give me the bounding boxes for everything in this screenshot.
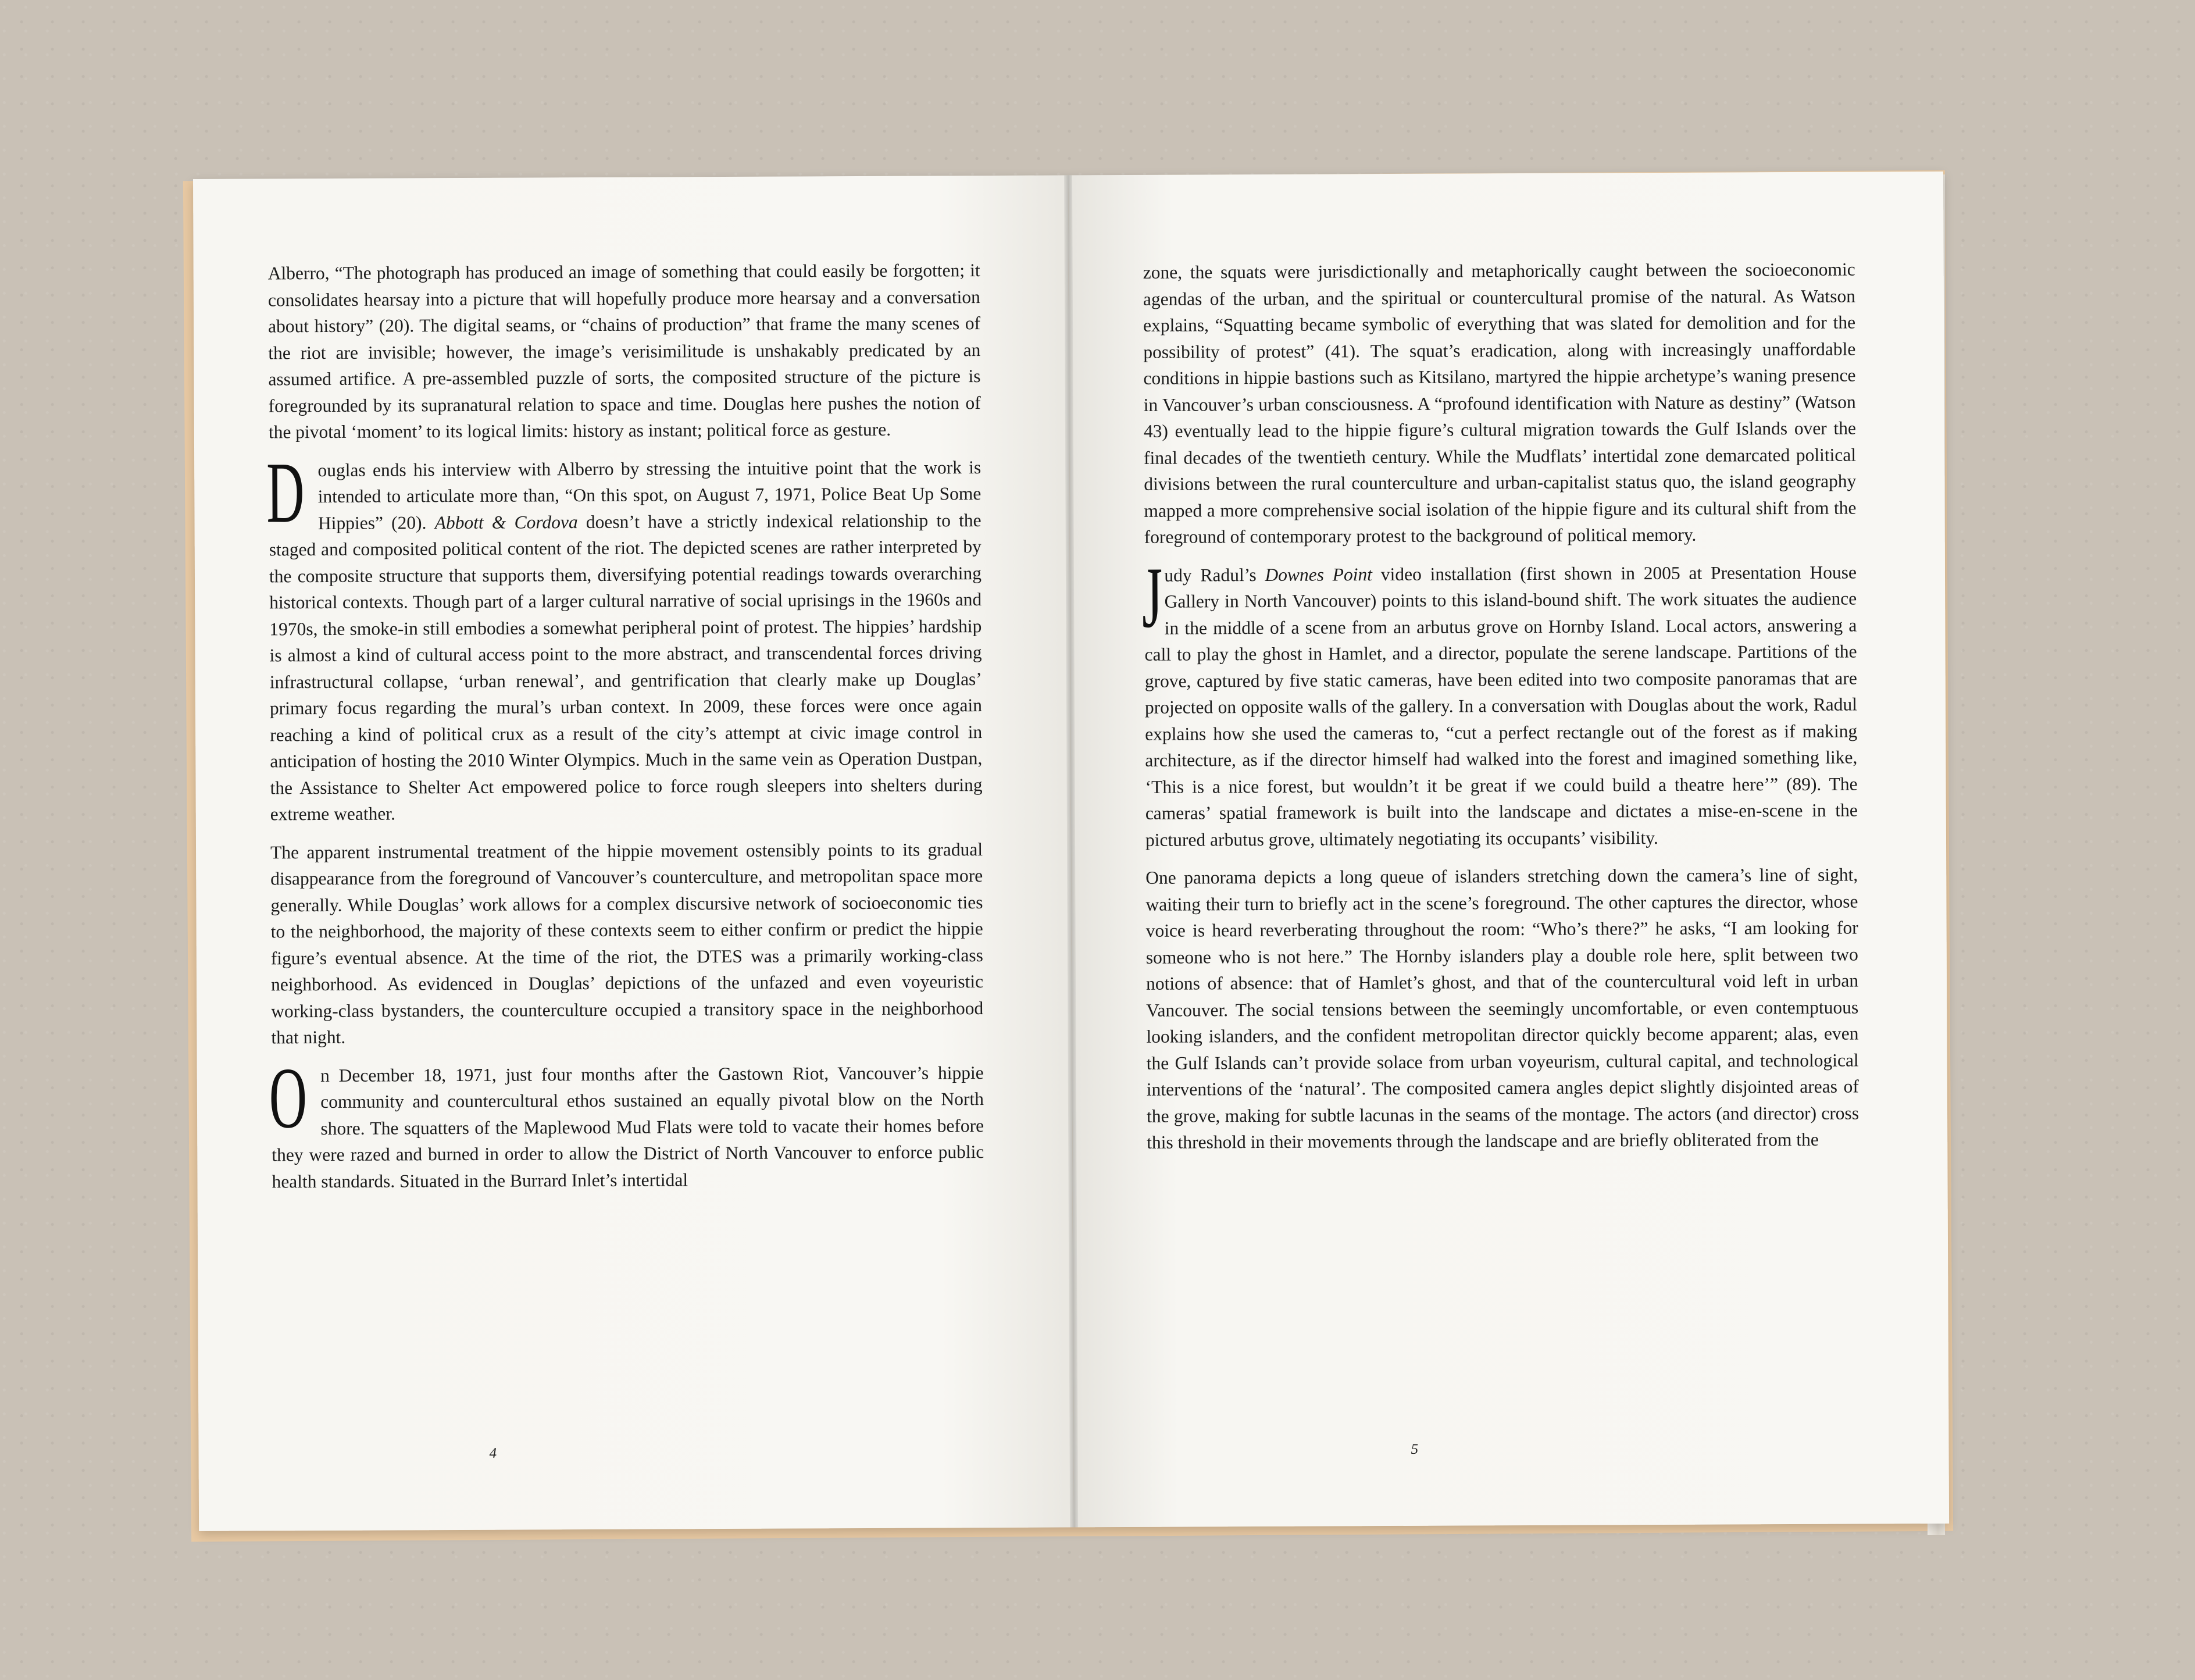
paragraph — [1141, 549, 1858, 853]
paragraph — [266, 444, 983, 827]
page-number: 4 — [489, 1445, 497, 1461]
right-page — [1068, 172, 1949, 1528]
drop-cap: D — [266, 444, 305, 541]
paragraph — [269, 1049, 984, 1195]
artwork-title: Downes Point — [1265, 563, 1373, 585]
left-page — [193, 175, 1074, 1531]
right-text-column — [1143, 256, 1859, 1168]
paragraph-text: video installation (first shown in 2005 at Presentation House Gallery in North Vancouver) points to this island-bound shift. The work situates the audience in the middle of a scene from an arbutus grove on Hornby Island. Local actors, answering a call to play the ghost in Hamlet, and a director, populate the serene landscape. Partitions of the grove, captured by five static cameras, have been edited into two composite panoramas that are projected on opposite walls of the gallery. In a conversation with Douglas about the work, Radul explains how she used the cameras to, “cut a perfect rectangle out of the forest as if making architecture, as if the director himself had walked into the forest and imagined something like, ‘This is a nice forest, but wouldn’t it be great if we could build a theatre here’” (89). The cameras’ spatial framework is built into the landscape and dictates a mise-en-scene in the pictured arbutus grove, ultimately negotiating its occupants’ visibility. — [1144, 562, 1858, 850]
paragraph: zone, the squats were jurisdictionally and metaphorically caught between the socioeconomic agendas of the urban, and the spiritual or countercultural promise of the natural. As Watson explains, “Squatting became symbolic of everything that was slated for demolition and for the possibility of protest” (41). The squat’s eradication, along with increasingly unaffordable conditions in hippie bastions such as Kitsilano, martyred the hippie archetype’s waning presence in Vancouver’s urban consciousness. A “profound identification with Nature as destiny” (Watson 43) eventually lead to the hippie figure’s cultural migration towards the Gulf Islands over the final decades of the twentieth century. While the Mudflats’ intertidal zone demarcated political divisions between the rural counterculture and urban-capitalist status quo, the island geography mapped a more comprehensive social isolation of the hippie figure and its cultural shift from the foreground of contemporary protest to the background of political memory. — [1143, 259, 1857, 547]
paragraph-text: udy Radul’s — [1164, 564, 1257, 586]
open-booklet — [193, 172, 1949, 1531]
paragraph-text: doesn’t have a strictly indexical relationship to the staged and composited political content of the riot. The depicted scenes are rather interpreted by the composite structure that supports them, diversifying potential readings towards overarching historical contexts. Though part of a larger cultural narrative of social uprisings in the 1960s and 1970s, the smoke-in still embodies a somewhat peripheral point of protest. The hippies’ hardship is almost a kind of cultural access point to the more abstract, and transcendental forces driving infrastructural collapse, ‘urban renewal’, and gentrification that clearly make up Douglas’ primary focus regarding the mural’s urban context. In 2009, these forces were once again reaching a kind of political crux as a result of the city’s attempt at civic image control in anticipation of hosting the 2010 Winter Olympics. Much in the same vein as Operation Dustpan, the Assistance to Shelter Act empowered police to force rough sleepers into shelters during extreme weather. — [269, 509, 983, 825]
paragraph: The apparent instrumental treatment of the hippie movement ostensibly points to its gradual disappearance from the foreground of Vancouver’s counterculture, and metropolitan space more generally. While Douglas’ work allows for a complex discursive network of socioeconomic ties to the neighborhood, the majority of these contexts seem to either confirm or predict the hippie figure’s eventual absence. At the time of the riot, the DTES was a primarily working-class neighborhood. As evidenced in Douglas’ depictions of the unfazed and even voyeuristic working-class bystanders, the counterculture occupied a transitory space in the neighborhood that night. — [270, 839, 984, 1048]
paragraph: One panorama depicts a long queue of islanders stretching down the camera’s line of sight, waiting their turn to briefly act in the scene’s foreground. The other captures the director, whose voice is heard reverberating throughout the room: “Who’s there?” he asks, “I am looking for someone who is not here.” The Hornby islanders play a double role here, split between two notions of absence: that of Hamlet’s ghost, and that of the countercultural void left in urban Vancouver. The social tensions between the seemingly uncomfortable, or even contemptuous looking islanders, and the confident metropolitan director quickly become apparent; alas, even the Gulf Islands can’t provide solace from urban voyeurism, cultural capital, and technological interventions of the ‘natural’. The composited camera angles depict slightly disjointed areas of the grove, making for subtle lacunas in the seams of the montage. The actors (and director) cross this threshold in their movements through the landscape and are briefly obliterated from the — [1145, 864, 1859, 1153]
paragraph: Alberro, “The photograph has produced an image of something that could easily be forgotten; it consolidates hearsay into a picture that will hopefully produce more hearsay and a conversation about history” (20). The digital seams, or “chains of production” that frame the many scenes of the riot are invisible; however, the image’s verisimilitude is unshakably predicated by an assumed artifice. A pre-assembled puzzle of sorts, the composited structure of the picture is foregrounded by its supranatural relation to space and time. Douglas here pushes the notion of the pivotal ‘moment’ to its logical limits: history as instant; political force as gesture. — [267, 260, 981, 443]
paragraph-text: n December 18, 1971, just four months after the Gastown Riot, Vancouver’s hippie community and countercultural ethos sustained an equally pivotal blow on the North shore. The squatters of the Maplewood Mud Flats were told to vacate their homes before they were razed and burned in order to allow the District of North Vancouver to enforce public health standards. Situated in the Burrard Inlet’s intertidal — [272, 1062, 984, 1192]
paragraph-text: ouglas ends his interview with Alberro by stressing the intuitive point that the work is intended to articulate more than, “On this spot, on August 7, 1971, Police Beat Up Some Hippies” (20). — [317, 456, 981, 533]
drop-cap: O — [269, 1049, 308, 1146]
page-number: 5 — [1411, 1441, 1419, 1457]
artwork-title: Abbott & Cordova — [434, 511, 578, 533]
drop-cap: J — [1141, 549, 1163, 646]
left-text-column — [268, 257, 984, 1206]
